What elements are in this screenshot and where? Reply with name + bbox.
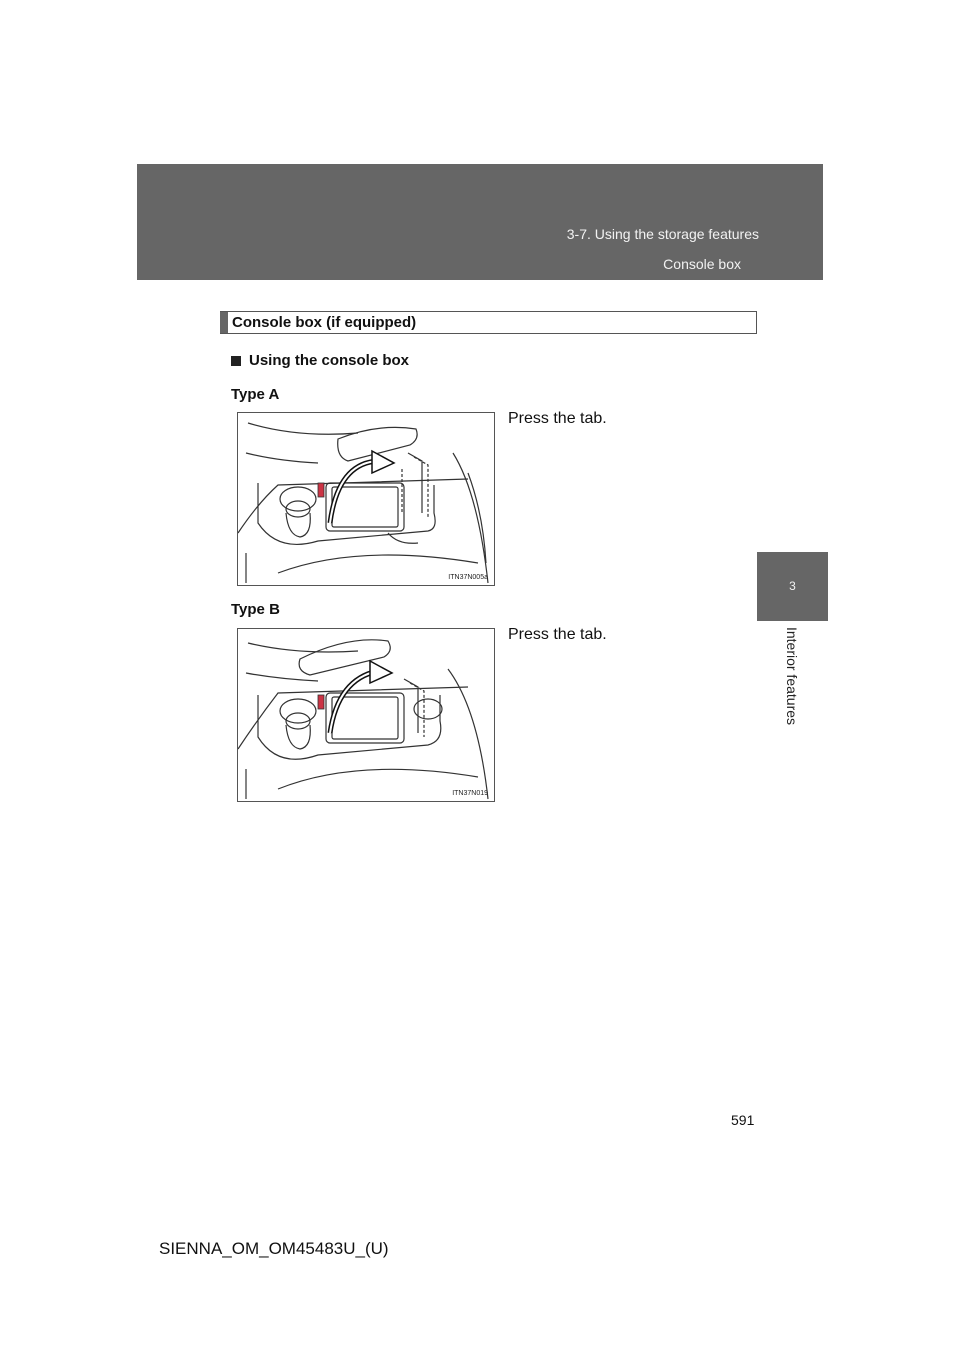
- type-b-label: Type B: [231, 601, 280, 618]
- heading-bar: [220, 312, 228, 333]
- chapter-title: Interior features: [784, 626, 800, 726]
- tab-marker-icon: [318, 483, 324, 497]
- subsection-label: Console box: [663, 256, 741, 272]
- figure-type-a: [237, 412, 495, 586]
- section-label: 3-7. Using the storage features: [566, 226, 759, 242]
- subheading: [231, 352, 409, 369]
- tab-marker-icon: [318, 695, 324, 709]
- chapter-tab: [757, 552, 828, 621]
- page-number: 591: [731, 1112, 755, 1128]
- instruction-type-a: Press the tab.: [508, 410, 607, 427]
- instruction-type-b: Press the tab.: [508, 626, 607, 643]
- square-bullet-icon: [231, 356, 241, 366]
- figure-code: ITN37N005a: [448, 574, 488, 581]
- console-box-illustration-b: [238, 629, 494, 801]
- document-id: SIENNA_OM_OM45483U_(U): [159, 1239, 389, 1258]
- heading-text: Console box (if equipped): [232, 314, 417, 331]
- subheading-text: Using the console box: [249, 352, 410, 369]
- console-box-illustration-a: [238, 413, 494, 585]
- header-band: [137, 164, 823, 280]
- type-a-label: Type A: [231, 386, 280, 403]
- figure-code: ITN37N019: [452, 790, 488, 797]
- figure-type-b: [237, 628, 495, 802]
- section-heading: [220, 311, 757, 334]
- chapter-number: 3: [789, 579, 796, 593]
